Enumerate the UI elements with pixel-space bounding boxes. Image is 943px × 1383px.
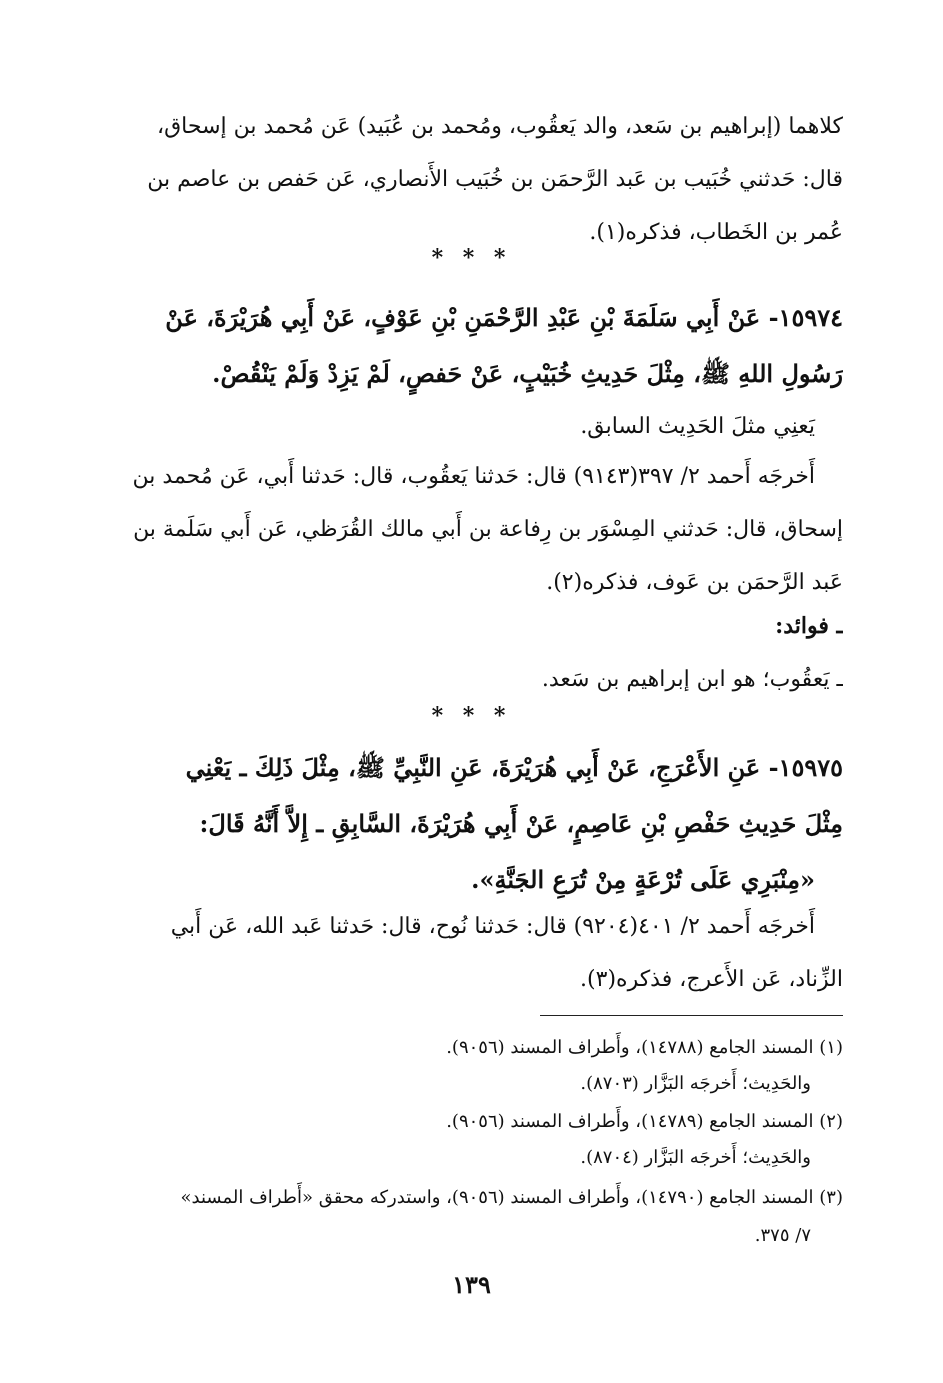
page-number: ١٣٩: [452, 1270, 491, 1299]
footnote-2-cont: والحَدِيث؛ أَخرجَه البَزَّار (٨٧٠٤).: [580, 1147, 811, 1168]
text-line: أَخرجَه أَحمد ٢/ ٤٠١(٩٢٠٤) قال: حَدثنا نُوح، قال: حَدثنا عَبد الله، عَن أَبي: [170, 914, 815, 939]
footnote-1-cont: والحَدِيث؛ أَخرجَه البَزَّار (٨٧٠٣).: [580, 1073, 811, 1094]
explanation-note: [100, 400, 843, 453]
footnote-1: (١) المسند الجامع (١٤٧٨٨)، وأَطراف المسند (٩٠٥٦).: [446, 1037, 843, 1058]
footnote-3: (٣) المسند الجامع (١٤٧٩٠)، وأَطراف المسند (٩٠٥٦)، واستدركه محقق «أَطراف المسند»: [180, 1187, 843, 1208]
text-line: يَعنِي مثلَ الحَدِيث السابق.: [580, 414, 815, 439]
takhrij-paragraph: [100, 900, 843, 1006]
hadith-15975: [100, 740, 843, 908]
hadith-line: «مِنْبَرِي عَلَى تُرْعَةٍ مِنْ تُرَعِ الجَنَّةِ».: [471, 865, 815, 894]
fawaid-item: ـ يَعقُوب؛ هو ابن إبراهيم بن سَعد.: [541, 667, 843, 692]
hadith-line: رَسُولِ اللهِ ﷺ، مِثْلَ حَدِيثِ خُبَيْبٍ، عَنْ حَفصٍ، لَمْ يَزِدْ وَلَمْ يَنْقُصْ.: [212, 359, 843, 388]
fawaid-section: [100, 600, 843, 706]
takhrij-paragraph: [100, 450, 843, 609]
text-line: عُمر بن الخَطاب، فذكره(١).: [589, 220, 843, 245]
footnote-3-cont: ٧/ ٣٧٥.: [754, 1225, 811, 1246]
fawaid-heading: ـ فوائد:: [775, 613, 843, 639]
text-line: كلاهما (إبراهيم بن سَعد، والد يَعقُوب، ومُحمد بن عُبَيد) عَن مُحمد بن إسحاق،: [157, 114, 843, 139]
hadith-line: ١٥٩٧٤- عَنْ أَبِي سَلَمَةَ بْنِ عَبْدِ الرَّحْمَنِ بْنِ عَوْفٍ، عَنْ أَبِي هُرَيْرَةَ، عَنْ: [165, 303, 843, 332]
text-line: قال: حَدثني خُبَيب بن عَبد الرَّحمَن بن خُبَيب الأَنصاري، عَن حَفص بن عاصم بن: [147, 167, 843, 192]
section-separator: * * *: [431, 703, 512, 729]
footnote-2: (٢) المسند الجامع (١٤٧٨٩)، وأَطراف المسند (٩٠٥٦).: [446, 1111, 843, 1132]
text-line: إسحاق، قال: حَدثني المِسْوَر بن رِفاعة بن أَبي مالك القُرَظي، عَن أَبي سَلَمة بن: [133, 517, 843, 542]
text-line: أَخرجَه أَحمد ٢/ ٣٩٧(٩١٤٣) قال: حَدثنا يَعقُوب، قال: حَدثنا أَبي، عَن مُحمد بن: [132, 464, 815, 489]
intro-paragraph: [100, 100, 843, 259]
hadith-15974: [100, 290, 843, 402]
text-line: عَبد الرَّحمَن بن عَوف، فذكره(٢).: [546, 570, 843, 595]
hadith-line: مِثْلَ حَدِيثِ حَفْصِ بْنِ عَاصِمٍ، عَنْ أَبِي هُرَيْرَةَ، السَّابِقِ ـ إِلاَّ أَنَّهُ قَالَ:: [199, 809, 843, 838]
text-line: الزِّناد، عَن الأَعرج، فذكره(٣).: [580, 967, 843, 992]
section-separator: * * *: [431, 245, 512, 271]
hadith-line: ١٥٩٧٥- عَنِ الأَعْرَجِ، عَنْ أَبِي هُرَيْرَةَ، عَنِ النَّبِيِّ ﷺ، مِثْلَ ذَلِكَ ـ يَعْنِي: [185, 753, 843, 782]
footnote-divider: [540, 1015, 843, 1016]
